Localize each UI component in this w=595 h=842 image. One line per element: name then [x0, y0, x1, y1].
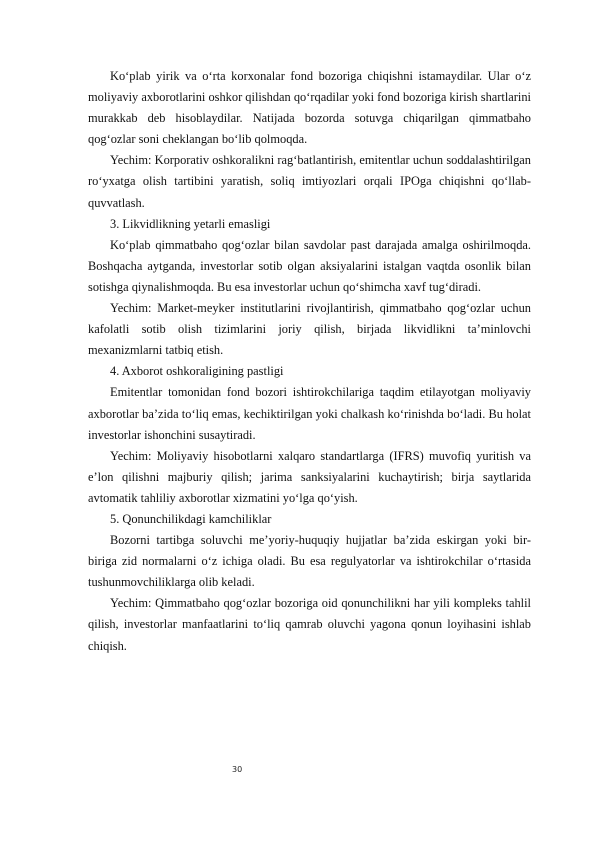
section-heading-transparency: 4. Axborot oshkoraligining pastligi [110, 364, 284, 379]
paragraph-shares-listing: Ko‘plab yirik va o‘rta korxonalar fond bozoriga chiqishni istamaydilar. Ular o‘z moliyaviy axborotlarini oshkor qilishdan qo‘rqadilar yoki fond bozoriga kirish shartlarini murakkab deb hisoblaydilar. Natijada bozorda sotuvga chiqarilgan qimmatbaho qog‘ozlar soni cheklangan bo‘lib qolmoqda. [88, 69, 531, 147]
paragraph-solution-ifrs: Yechim: Moliyaviy hisobotlarni xalqaro standartlarga (IFRS) muvofiq yuritish va e’lon qilishni majburiy qilish; jarima sanksiyalarini kuchaytirish; birja saytlarida avtomatik tahliliy axborotlar xizmatini yo‘lga qo‘yish. [88, 448, 531, 505]
page-number: 30 [232, 765, 243, 774]
section-heading-liquidity: 3. Likvidlikning yetarli emasligi [110, 216, 271, 231]
paragraph-transparency: Emitentlar tomonidan fond bozori ishtirokchilariga taqdim etilayotgan moliyaviy axborotlar ba’zida to‘liq emas, kechiktirilgan yoki chalkash ko‘rinishda bo‘ladi. Bu holat investorlar ishonchini susaytiradi. [88, 385, 531, 442]
paragraph-legislation: Bozorni tartibga soluvchi me’yoriy-huquqiy hujjatlar ba’zida eskirgan yoki bir-biriga zid normalarni o‘z ichiga oladi. Bu esa regulyatorlar va ishtirokchilar o‘rtasida tushunmovchiliklarga olib keladi. [88, 533, 531, 590]
paragraph-solution-market-maker: Yechim: Market-meyker institutlarini rivojlantirish, qimmatbaho qog‘ozlar uchun kafolatli sotib olish tizimlarini joriy qilish, birjada likvidlikni ta’minlovchi mexanizmlarni tatbiq etish. [88, 301, 531, 358]
section-heading-legislation: 5. Qonunchilikdagi kamchiliklar [110, 511, 272, 526]
page-body [88, 66, 531, 657]
paragraph-liquidity: Ko‘plab qimmatbaho qog‘ozlar bilan savdolar past darajada amalga oshirilmoqda. Boshqacha aytganda, investorlar sotib olgan aksiyalarini istalgan vaqtda osonlik bilan sotishga qiynalishmoqda. Bu esa investorlar uchun qo‘shimcha xavf tug‘diradi. [88, 237, 531, 294]
paragraph-solution-law: Yechim: Qimmatbaho qog‘ozlar bozoriga oid qonunchilikni har yili kompleks tahlil qilish, investorlar manfaatlarini to‘liq qamrab oluvchi yagona qonun loyihasini ishlab chiqish. [88, 596, 531, 653]
paragraph-solution-disclosure: Yechim: Korporativ oshkoralikni rag‘batlantirish, emitentlar uchun soddalashtirilgan ro‘yxatga olish tartibini yaratish, soliq imtiyozlari orqali IPOga chiqishni qo‘llab-quvvatlash. [88, 153, 531, 210]
